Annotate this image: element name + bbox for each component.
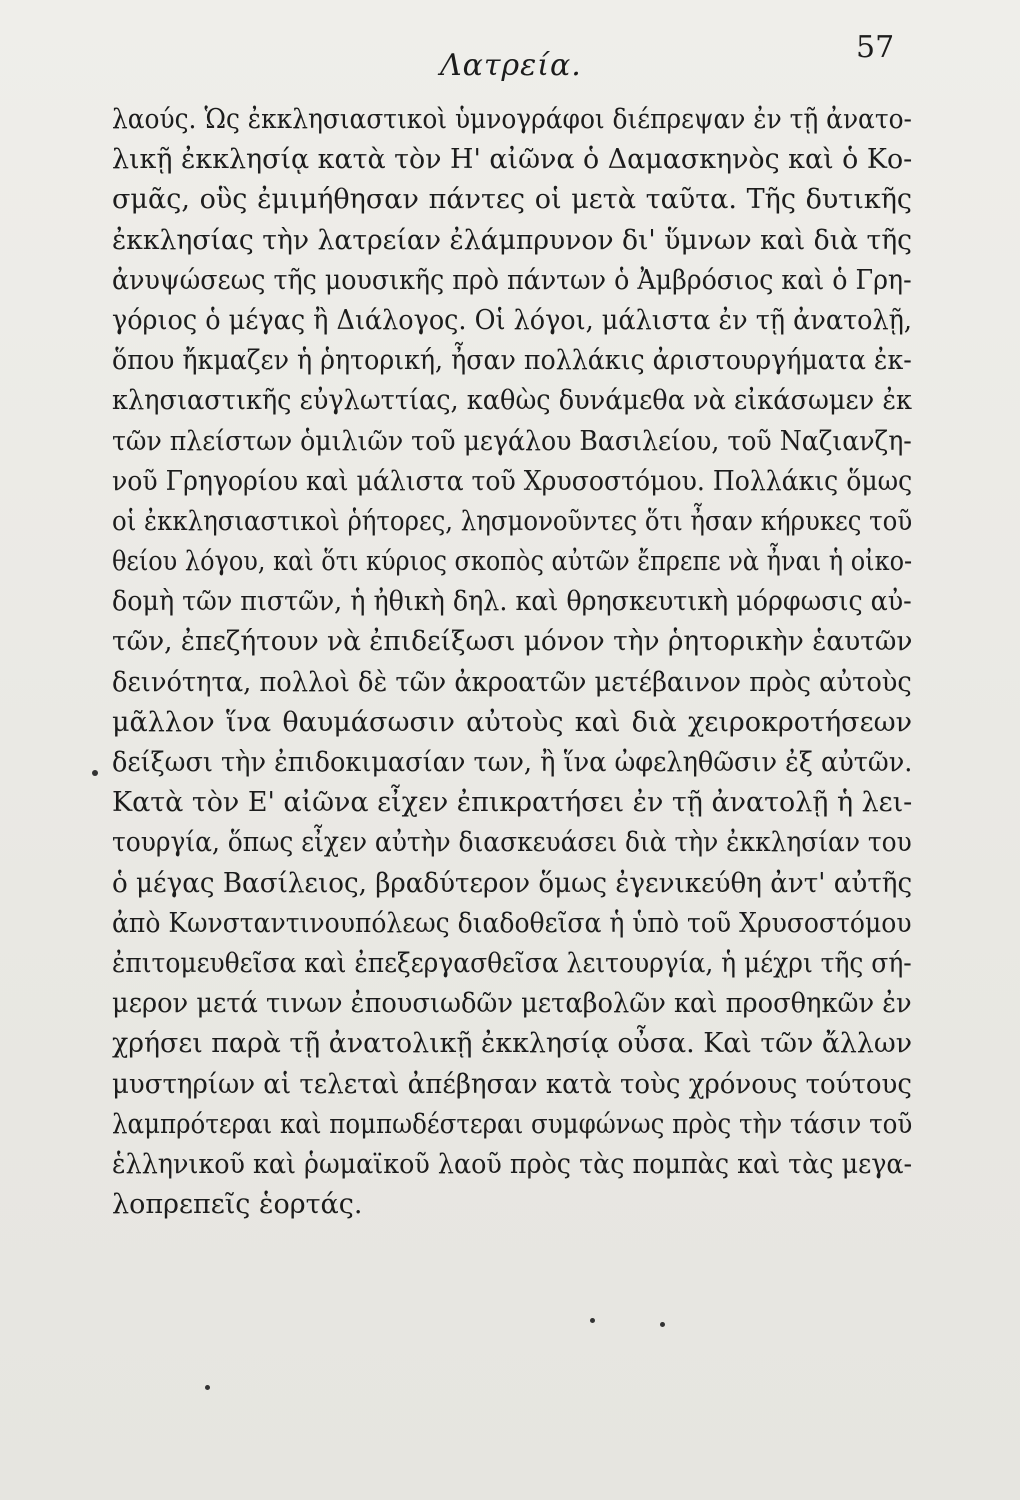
- text-line: γόριος ὁ μέγας ἢ Διάλογος. Οἱ λόγοι, μάλιστα ἐν τῇ ἀνατολῇ,: [112, 304, 912, 336]
- text-line: σμᾶς, οὓς ἐμιμήθησαν πάντες οἱ μετὰ ταῦτα. Τῆς δυτικῆς: [112, 184, 912, 216]
- text-line: τουργία, ὅπως εἶχεν αὐτὴν διασκευάσει διὰ τὴν ἐκκλησίαν του: [112, 827, 912, 859]
- text-line: δομὴ τῶν πιστῶν, ἡ ἠθικὴ δηλ. καὶ θρησκευτικὴ μόρφωσις αὐ-: [112, 586, 912, 618]
- running-header-title: Λατρεία.: [440, 48, 582, 83]
- text-line: ἑλληνικοῦ καὶ ῥωμαϊκοῦ λαοῦ πρὸς τὰς πομπὰς καὶ τὰς μεγα-: [112, 1148, 913, 1180]
- text-line: τῶν, ἐπεζήτουν νὰ ἐπιδείξωσι μόνον τὴν ῥητορικὴν ἑαυτῶν: [112, 626, 913, 658]
- text-line: δεινότητα, πολλοὶ δὲ τῶν ἀκροατῶν μετέβαινον πρὸς αὐτοὺς: [112, 666, 912, 698]
- text-line: ἀνυψώσεως τῆς μουσικῆς πρὸ πάντων ὁ Ἀμβρόσιος καὶ ὁ Γρη-: [112, 264, 912, 296]
- text-line: δείξωσι τὴν ἐπιδοκιμασίαν των, ἢ ἵνα ὠφεληθῶσιν ἐξ αὐτῶν.: [112, 747, 913, 778]
- text-line: θείου λόγου, καὶ ὅτι κύριος σκοπὸς αὐτῶν ἔπρεπε νὰ ἦναι ἡ οἰκο-: [112, 546, 913, 578]
- text-line: μᾶλλον ἵνα θαυμάσωσιν αὐτοὺς καὶ διὰ χειροκροτήσεων: [112, 706, 912, 738]
- page-number: 57: [856, 30, 895, 65]
- text-line: λικῇ ἐκκλησίᾳ κατὰ τὸν Η' αἰῶνα ὁ Δαμασκηνὸς καὶ ὁ Κο-: [112, 144, 913, 176]
- ink-speck: [205, 1385, 210, 1390]
- body-text: [112, 100, 912, 1225]
- text-line: τῶν πλείστων ὁμιλιῶν τοῦ μεγάλου Βασιλείου, τοῦ Ναζιανζη-: [112, 425, 912, 457]
- text-line: χρήσει παρὰ τῇ ἀνατολικῇ ἐκκλησίᾳ οὖσα. Καὶ τῶν ἄλλων: [112, 1028, 913, 1060]
- ink-speck: [590, 1318, 595, 1323]
- text-line: μερον μετά τινων ἐπουσιωδῶν μεταβολῶν καὶ προσθηκῶν ἐν: [112, 988, 912, 1020]
- text-line: ἀπὸ Κωνσταντινουπόλεως διαδοθεῖσα ἡ ὑπὸ τοῦ Χρυσοστόμου: [112, 907, 912, 939]
- text-line-last: λοπρεπεῖς ἑορτάς.: [112, 1189, 363, 1221]
- text-line: μυστηρίων αἱ τελεταὶ ἀπέβησαν κατὰ τοὺς χρόνους τούτους: [112, 1068, 912, 1100]
- text-line: ἐκκλησίας τὴν λατρείαν ἐλάμπρυνον δι' ὕμνων καὶ διὰ τῆς: [112, 224, 913, 256]
- text-line: νοῦ Γρηγορίου καὶ μάλιστα τοῦ Χρυσοστόμου. Πολλάκις ὅμως: [112, 465, 913, 497]
- text-line: ἐπιτομευθεῖσα καὶ ἐπεξεργασθεῖσα λειτουργία, ἡ μέχρι τῆς σή-: [112, 947, 912, 979]
- text-line: λαμπρότεραι καὶ πομπωδέστεραι συμφώνως πρὸς τὴν τάσιν τοῦ: [112, 1108, 913, 1140]
- text-line: λαούς. Ὡς ἐκκλησιαστικοὶ ὑμνογράφοι διέπρεψαν ἐν τῇ ἀνατο-: [112, 104, 912, 135]
- ink-speck: [92, 770, 98, 776]
- text-line: ὁ μέγας Βασίλειος, βραδύτερον ὅμως ἐγενικεύθη ἀντ' αὐτῆς: [112, 867, 913, 899]
- ink-speck: [660, 1322, 665, 1327]
- text-line: κλησιαστικῆς εὐγλωττίας, καθὼς δυνάμεθα νὰ εἰκάσωμεν ἐκ: [112, 385, 913, 417]
- text-line: οἱ ἐκκλησιαστικοὶ ῥήτορες, λησμονοῦντες ὅτι ἦσαν κήρυκες τοῦ: [112, 505, 913, 537]
- text-line: ὅπου ἤκμαζεν ἡ ῥητορική, ἦσαν πολλάκις ἀριστουργήματα ἐκ-: [112, 345, 912, 377]
- text-line: Κατὰ τὸν Ε' αἰῶνα εἶχεν ἐπικρατήσει ἐν τῇ ἀνατολῇ ἡ λει-: [112, 787, 913, 819]
